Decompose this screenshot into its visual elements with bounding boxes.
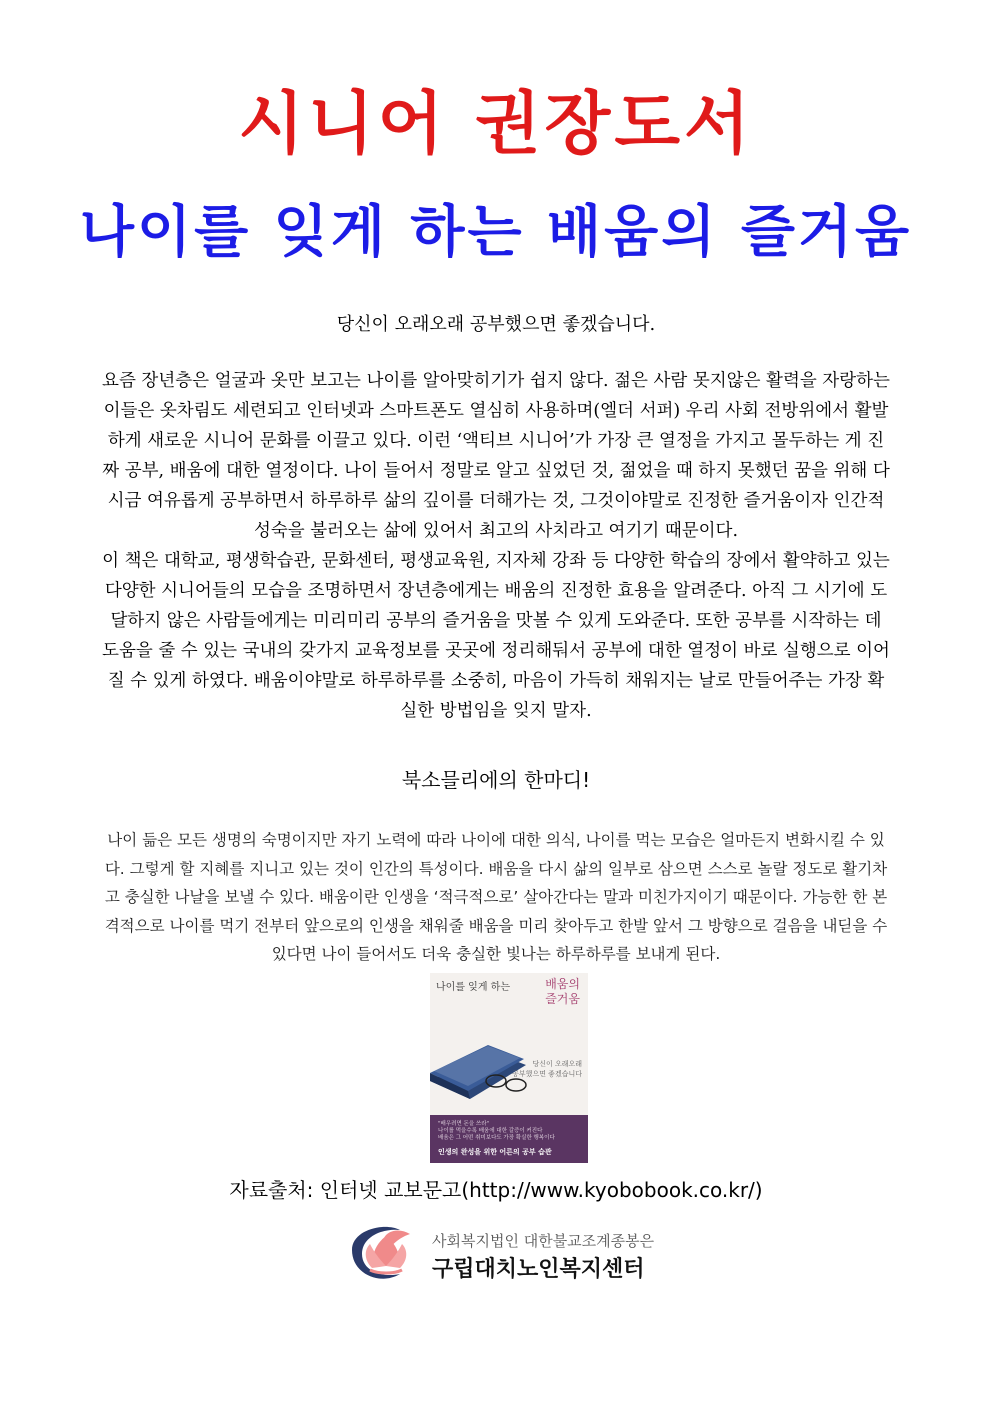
- book-cover-band-line2: 나이를 먹을수록 배움에 대한 갈증이 커진다: [438, 1128, 543, 1134]
- book-cover-band: [430, 1115, 588, 1163]
- book-cover-band-bottom: 인생의 완성을 위한 어른의 공부 습관: [438, 1148, 552, 1156]
- logo-org-line1: 사회복지법인 대한불교조계종봉은: [432, 1232, 655, 1250]
- intro-paragraph-1: 요즘 장년층은 얼굴과 옷만 보고는 나이를 알아맞히기가 쉽지 않다. 젊은 사람 못지않은 활력을 자랑하는 이들은 옷차림도 세련되고 인터넷과 스마트폰도 열심히 사용하며(엘더 서퍼) 우리 사회 전방위에서 활발하게 새로운 시니어 문화를 이끌고 있다. 이런 ‘액티브 시니어’가 가장 큰 열정을 가지고 몰두하는 게 진짜 공부, 배움에 대한 열정이다. 나이 들어서 정말로 알고 싶었던 것, 젊었을 때 하지 못했던 꿈을 위해 다시금 여유롭게 공부하면서 하루하루 삶의 깊이를 더해가는 것, 그것이야말로 진정한 즐거움이자 인간적 성숙을 불러오는 삶에 있어서 최고의 사치라고 여기기 때문이다.: [102, 371, 890, 541]
- page-title: 시니어 권장도서: [238, 85, 754, 164]
- book-cover-title-left: 나이를 잊게 하는: [436, 982, 510, 993]
- book-cover-subtitle: [512, 1059, 582, 1079]
- organization-logo: [344, 1220, 664, 1290]
- intro-section: [100, 366, 892, 726]
- book-cover-band-line3: 배움은 그 어떤 취미보다도 가장 확실한 행복이다: [438, 1135, 555, 1141]
- intro-paragraph-2: 이 책은 대학교, 평생학습관, 문화센터, 평생교육원, 지자체 강좌 등 다양한 학습의 장에서 활약하고 있는 다양한 시니어들의 모습을 조명하면서 장년층에게는 배움의 진정한 효용을 알려준다. 아직 그 시기에 도달하지 않은 사람들에게는 미리미리 공부의 즐거움을 맛볼 수 있게 도와준다. 또한 공부를 시작하는 데 도움을 줄 수 있는 국내의 갖가지 교육정보를 곳곳에 정리해둬서 공부에 대한 열정이 바로 실행으로 이어질 수 있게 하였다. 배움이야말로 하루하루를 소중히, 마음이 가득히 채워지는 날로 만들어주는 가장 확실한 방법임을 잊지 말자.: [102, 551, 890, 721]
- sommelier-body: 나이 듦은 모든 생명의 숙명이지만 자기 노력에 따라 나이에 대한 의식, 나이를 먹는 모습은 얼마든지 변화시킬 수 있다. 그렇게 할 지혜를 지니고 있는 것이 인간의 특성이다. 배움을 다시 삶의 일부로 삼으면 스스로 놀랄 정도로 활기차고 충실한 나날을 보낼 수 있다. 배움이란 인생을 ‘적극적으로’ 살아간다는 말과 미친가지이기 때문이다. 가능한 한 본격적으로 나이를 먹기 전부터 앞으로의 인생을 채워줄 배움을 미리 찾아두고 한발 앞서 그 방향으로 걸음을 내딛을 수 있다면 나이 들어서도 더욱 충실한 빛나는 하루하루를 보내게 된다.: [104, 831, 888, 963]
- book-glasses-illustration: [430, 1011, 530, 1101]
- sommelier-heading: 북소믈리에의 한마디!: [401, 768, 591, 792]
- book-cover-title-right-line2: 즐거움: [545, 992, 580, 1006]
- tagline: 당신이 오래오래 공부했으면 좋겠습니다.: [336, 314, 656, 335]
- book-cover-title-right-line1: 배움의: [545, 977, 580, 991]
- book-cover-subtitle-line1: 당신이 오래오래: [532, 1060, 582, 1068]
- book-cover-band-text: [438, 1121, 555, 1142]
- book-cover-band-line1: "배우려면 돈을 쓰라": [438, 1121, 490, 1127]
- book-cover-title-right: [545, 977, 580, 1007]
- logo-org-line2: 구립대치노인복지센터: [432, 1257, 645, 1282]
- source-citation: 자료출처: 인터넷 교보문고(http://www.kyobobook.co.kr/): [229, 1178, 763, 1202]
- book-cover-subtitle-line2: 공부했으면 좋겠습니다: [512, 1070, 582, 1078]
- book-title: 나이를 잊게 하는 배움의 즐거움: [79, 200, 913, 265]
- book-cover-image: [430, 973, 588, 1163]
- lotus-logo-icon: [344, 1220, 428, 1286]
